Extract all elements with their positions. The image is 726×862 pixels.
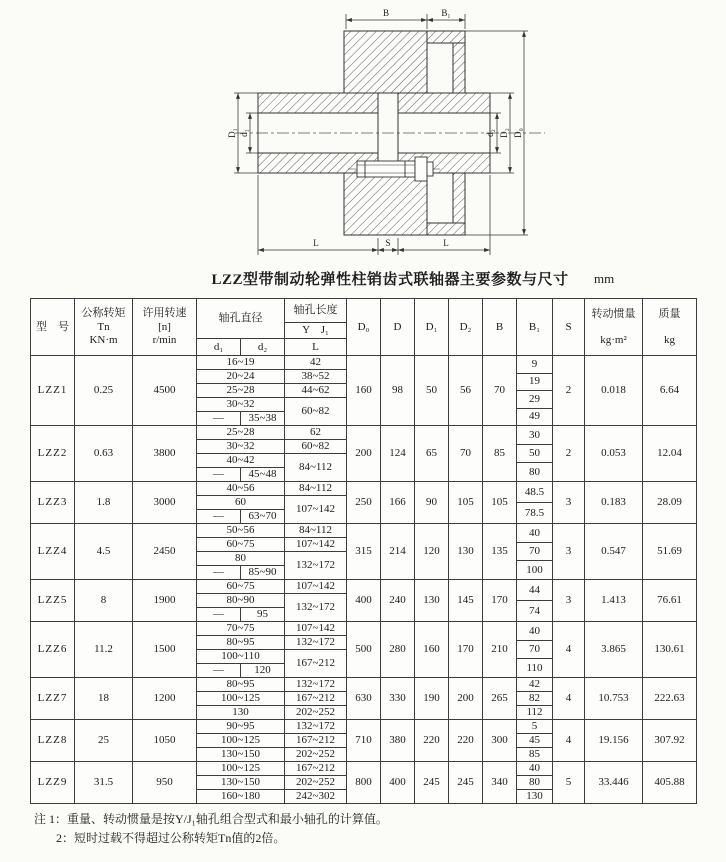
d2-value-cell: 70	[449, 426, 483, 482]
b1-value: 30	[517, 426, 552, 445]
dim-label-d2-small: d₂	[485, 129, 495, 137]
bore-range-cell: 50~56	[197, 524, 285, 538]
b-cell: 265	[483, 678, 517, 720]
bore-range-cell: 70~75	[197, 622, 285, 636]
b1-value: 80	[517, 776, 552, 790]
speed-cell: 3800	[133, 426, 197, 482]
bore-range-cell: 60~75	[197, 538, 285, 552]
col-header-torque	[75, 299, 133, 356]
b1-value: 5	[517, 720, 552, 734]
d2-value-cell: 220	[449, 720, 483, 762]
col-header-d1: d₁	[197, 339, 241, 356]
page-title: LZZ型带制动轮弹性柱销齿式联轴器主要参数与尺寸	[211, 272, 569, 288]
mass-header-l2: kg	[664, 333, 675, 346]
torque-cell: 4.5	[75, 524, 133, 580]
col-header-B: B	[483, 299, 517, 356]
col-header-D: D	[381, 299, 415, 356]
inertia-cell: 0.547	[585, 524, 643, 580]
length-cell: 132~172	[285, 552, 347, 580]
col-header-yj1: Y J₁	[285, 323, 347, 339]
b1-cell	[517, 524, 553, 580]
d2-value-cell: 130	[449, 524, 483, 580]
torque-header-l1: 公称转矩	[81, 307, 126, 320]
length-cell: 84~112	[285, 482, 347, 496]
torque-header-l2: Tn	[97, 320, 110, 333]
mass-cell: 12.04	[643, 426, 697, 482]
b-cell: 135	[483, 524, 517, 580]
d2-value-cell: 170	[449, 622, 483, 678]
speed-header-lines	[133, 307, 196, 347]
coupling-cross-section	[0, 0, 726, 264]
bore-range-cell: 80~90	[197, 594, 285, 608]
bore-d1-cell: —	[197, 468, 241, 482]
dim-label-d0: D₀	[513, 128, 523, 138]
bore-range-cell: 160~180	[197, 790, 285, 804]
inertia-cell: 3.865	[585, 622, 643, 678]
length-cell: 202~252	[285, 706, 347, 720]
inertia-cell: 0.018	[585, 356, 643, 426]
b1-value: 100	[526, 563, 543, 576]
dim-label-d2-cap: D₂	[499, 128, 509, 138]
b1-value: 50	[517, 445, 552, 464]
col-header-D0: D₀	[347, 299, 381, 356]
table-body	[31, 356, 697, 804]
mass-cell: 76.61	[643, 580, 697, 622]
table-row	[31, 678, 697, 692]
inertia-header-lines	[585, 301, 642, 353]
model-cell: LZZ3	[31, 482, 75, 524]
table-row	[31, 482, 697, 496]
b1-value: 74	[529, 604, 540, 617]
d2-value-cell: 200	[449, 678, 483, 720]
table-row	[31, 720, 697, 734]
model-cell: LZZ9	[31, 762, 75, 804]
length-cell: 202~252	[285, 748, 347, 762]
table-row	[31, 426, 697, 440]
model-cell: LZZ7	[31, 678, 75, 720]
bore-range-cell: 90~95	[197, 720, 285, 734]
bore-range-cell: 60~75	[197, 580, 285, 594]
d1-value-cell: 245	[415, 762, 449, 804]
d2-value-cell: 145	[449, 580, 483, 622]
speed-cell: 1200	[133, 678, 197, 720]
col-header-speed	[133, 299, 197, 356]
b1-cell	[517, 580, 553, 622]
length-cell: 62	[285, 426, 347, 440]
dim-label-l-right: L	[443, 238, 449, 248]
length-cell: 42	[285, 356, 347, 370]
b1-value: 42	[517, 678, 552, 692]
bore-d1-cell: —	[197, 510, 241, 524]
d1-value-cell: 90	[415, 482, 449, 524]
torque-cell: 8	[75, 580, 133, 622]
bore-range-cell: 25~28	[197, 384, 285, 398]
bore-range-cell: 40~56	[197, 482, 285, 496]
col-header-bore-length: 轴孔长度	[285, 299, 347, 323]
length-cell: 44~62	[285, 384, 347, 398]
bore-range-cell: 100~110	[197, 650, 285, 664]
dim-label-b1: B₁	[441, 8, 451, 18]
length-cell: 107~142	[285, 538, 347, 552]
bore-range-cell: 30~32	[197, 398, 285, 412]
dim-label-d1-small: d₁	[239, 129, 249, 137]
d1-value-cell: 220	[415, 720, 449, 762]
bore-range-cell: 130~150	[197, 776, 285, 790]
footnote-1: 注 1：重量、转动惯量是按Y/J₁轴孔组合型式和最小轴孔的计算值。	[34, 812, 388, 826]
mass-header-lines	[643, 301, 696, 353]
model-cell: LZZ6	[31, 622, 75, 678]
bore-range-cell: 30~32	[197, 440, 285, 454]
b-cell: 300	[483, 720, 517, 762]
length-cell: 202~252	[285, 776, 347, 790]
table-row	[31, 524, 697, 538]
bore-d1-cell: —	[197, 412, 241, 426]
bore-range-cell: 25~28	[197, 426, 285, 440]
dim-label-s: S	[385, 238, 391, 248]
d-cell: 124	[381, 426, 415, 482]
torque-header-lines	[75, 307, 132, 347]
mass-cell: 6.64	[643, 356, 697, 426]
d0-cell: 500	[347, 622, 381, 678]
b1-value: 49	[529, 410, 540, 423]
mass-cell: 130.61	[643, 622, 697, 678]
bore-d2-cell: 35~38	[241, 412, 285, 426]
length-cell: 60~82	[285, 398, 347, 426]
d-cell: 214	[381, 524, 415, 580]
col-header-B1: B₁	[517, 299, 553, 356]
d1-value-cell: 190	[415, 678, 449, 720]
d-cell: 330	[381, 678, 415, 720]
length-cell: 132~172	[285, 594, 347, 622]
torque-cell: 31.5	[75, 762, 133, 804]
speed-header-l3: r/min	[152, 334, 177, 347]
b1-stack	[517, 580, 552, 621]
model-cell: LZZ5	[31, 580, 75, 622]
dim-label-l-left: L	[313, 238, 319, 248]
mass-cell: 405.88	[643, 762, 697, 804]
model-cell: LZZ1	[31, 356, 75, 426]
b1-value: 29	[517, 391, 552, 409]
bore-range-cell: 60	[197, 496, 285, 510]
parameters-table	[30, 298, 697, 804]
elastic-pin	[348, 157, 440, 181]
inertia-cell: 10.753	[585, 678, 643, 720]
d0-cell: 315	[347, 524, 381, 580]
col-header-inertia	[585, 299, 643, 356]
length-cell: 60~82	[285, 440, 347, 454]
length-cell: 107~142	[285, 496, 347, 524]
col-header-mass	[643, 299, 697, 356]
b1-stack	[517, 678, 552, 719]
s-cell: 2	[553, 356, 585, 426]
bore-d2-cell: 85~90	[241, 566, 285, 580]
s-cell: 3	[553, 580, 585, 622]
d2-value-cell: 105	[449, 482, 483, 524]
b1-value: 44	[517, 580, 552, 601]
model-cell: LZZ4	[31, 524, 75, 580]
speed-cell: 2450	[133, 524, 197, 580]
b-cell: 85	[483, 426, 517, 482]
b1-value: 112	[526, 706, 543, 719]
b1-value: 9	[517, 356, 552, 374]
bore-range-cell: 80	[197, 552, 285, 566]
length-cell: 242~302	[285, 790, 347, 804]
bore-range-cell: 20~24	[197, 370, 285, 384]
unit-label: mm	[594, 271, 615, 286]
inertia-cell: 33.446	[585, 762, 643, 804]
b1-cell	[517, 356, 553, 426]
bore-range-cell: 130	[197, 706, 285, 720]
b-cell: 210	[483, 622, 517, 678]
b1-value: 110	[526, 661, 543, 674]
bore-d2-cell: 120	[241, 664, 285, 678]
d0-cell: 200	[347, 426, 381, 482]
torque-cell: 1.8	[75, 482, 133, 524]
title-row	[0, 268, 726, 294]
b1-value: 45	[517, 734, 552, 748]
d0-cell: 250	[347, 482, 381, 524]
dim-label-b: B	[382, 8, 390, 18]
technical-drawing	[0, 0, 726, 264]
s-cell: 2	[553, 426, 585, 482]
mass-cell: 28.09	[643, 482, 697, 524]
b-cell: 105	[483, 482, 517, 524]
mass-cell: 51.69	[643, 524, 697, 580]
d0-cell: 630	[347, 678, 381, 720]
table-row	[31, 762, 697, 776]
speed-cell: 4500	[133, 356, 197, 426]
inertia-header-l2: kg·m²	[600, 333, 627, 346]
d-cell: 380	[381, 720, 415, 762]
bore-range-cell: 16~19	[197, 356, 285, 370]
inertia-cell: 1.413	[585, 580, 643, 622]
bore-range-cell: 40~42	[197, 454, 285, 468]
model-cell: LZZ2	[31, 426, 75, 482]
d1-value-cell: 65	[415, 426, 449, 482]
model-cell: LZZ8	[31, 720, 75, 762]
torque-header-l3: KN·m	[89, 334, 118, 347]
s-cell: 3	[553, 482, 585, 524]
bore-d2-cell: 63~70	[241, 510, 285, 524]
bore-d1-cell: —	[197, 608, 241, 622]
b1-value: 70	[517, 641, 552, 660]
footnotes	[34, 810, 726, 847]
bore-range-cell: 100~125	[197, 762, 285, 776]
b1-stack	[517, 622, 552, 677]
d-cell: 166	[381, 482, 415, 524]
col-header-L: L	[285, 339, 347, 356]
d1-value-cell: 160	[415, 622, 449, 678]
b1-value: 48.5	[517, 482, 552, 503]
b1-cell	[517, 622, 553, 678]
b1-value: 40	[517, 524, 552, 543]
header-row-1	[31, 299, 697, 323]
mass-cell: 222.63	[643, 678, 697, 720]
length-cell: 107~142	[285, 580, 347, 594]
d1-value-cell: 50	[415, 356, 449, 426]
bore-range-cell: 100~125	[197, 734, 285, 748]
b-cell: 340	[483, 762, 517, 804]
b1-value: 70	[517, 543, 552, 562]
b1-stack	[517, 482, 552, 523]
d1-value-cell: 120	[415, 524, 449, 580]
bore-d2-cell: 45~48	[241, 468, 285, 482]
inertia-cell: 0.053	[585, 426, 643, 482]
speed-cell: 1500	[133, 622, 197, 678]
s-cell: 4	[553, 622, 585, 678]
col-header-bore-diameter: 轴孔直径	[197, 299, 285, 339]
speed-cell: 950	[133, 762, 197, 804]
col-header-D1: D₁	[415, 299, 449, 356]
bore-d1-cell: —	[197, 664, 241, 678]
b1-cell	[517, 426, 553, 482]
length-cell: 38~52	[285, 370, 347, 384]
col-header-D2: D₂	[449, 299, 483, 356]
d0-cell: 400	[347, 580, 381, 622]
b1-value: 19	[517, 374, 552, 392]
b1-value: 40	[517, 622, 552, 641]
d-cell: 400	[381, 762, 415, 804]
b1-value: 80	[529, 465, 540, 478]
bore-d1-cell: —	[197, 566, 241, 580]
length-cell: 132~172	[285, 720, 347, 734]
d-cell: 98	[381, 356, 415, 426]
col-header-model: 型 号	[31, 299, 75, 356]
bore-range-cell: 130~150	[197, 748, 285, 762]
b1-value: 85	[529, 748, 540, 761]
b1-stack	[517, 426, 552, 481]
length-cell: 167~212	[285, 762, 347, 776]
b1-stack	[517, 524, 552, 579]
b-cell: 170	[483, 580, 517, 622]
b1-cell	[517, 720, 553, 762]
bore-range-cell: 80~95	[197, 678, 285, 692]
mass-cell: 307.92	[643, 720, 697, 762]
length-cell: 167~212	[285, 692, 347, 706]
torque-cell: 11.2	[75, 622, 133, 678]
inertia-header-l1: 转动惯量	[591, 307, 636, 320]
d2-value-cell: 245	[449, 762, 483, 804]
torque-cell: 18	[75, 678, 133, 720]
table-row	[31, 580, 697, 594]
d-cell: 240	[381, 580, 415, 622]
b1-cell	[517, 762, 553, 804]
b1-stack	[517, 356, 552, 425]
d0-cell: 710	[347, 720, 381, 762]
s-cell: 4	[553, 678, 585, 720]
b1-value: 82	[517, 692, 552, 706]
table-row	[31, 356, 697, 370]
length-cell: 84~112	[285, 454, 347, 482]
length-cell: 107~142	[285, 622, 347, 636]
length-cell: 132~172	[285, 636, 347, 650]
b-cell: 70	[483, 356, 517, 426]
col-header-d2: d₂	[241, 339, 285, 356]
torque-cell: 0.63	[75, 426, 133, 482]
speed-cell: 1900	[133, 580, 197, 622]
speed-cell: 1050	[133, 720, 197, 762]
b1-value: 78.5	[524, 506, 545, 519]
col-header-S: S	[553, 299, 585, 356]
dim-label-d1-cap: D₁	[227, 128, 237, 138]
length-cell: 167~212	[285, 650, 347, 678]
speed-cell: 3000	[133, 482, 197, 524]
speed-header-l2: [n]	[158, 320, 171, 333]
bore-d2-cell: 95	[241, 608, 285, 622]
b1-cell	[517, 482, 553, 524]
torque-cell: 0.25	[75, 356, 133, 426]
d2-value-cell: 56	[449, 356, 483, 426]
s-cell: 5	[553, 762, 585, 804]
length-cell: 132~172	[285, 678, 347, 692]
mass-header-l1: 质量	[658, 307, 681, 320]
bore-range-cell: 80~95	[197, 636, 285, 650]
b1-value: 40	[517, 762, 552, 776]
footnote-2: 2：短时过载不得超过公称转矩Tn值的2倍。	[56, 830, 286, 845]
b1-value: 130	[526, 790, 543, 803]
torque-cell: 25	[75, 720, 133, 762]
s-cell: 3	[553, 524, 585, 580]
inertia-cell: 0.183	[585, 482, 643, 524]
inertia-cell: 19.156	[585, 720, 643, 762]
table-row	[31, 622, 697, 636]
d1-value-cell: 130	[415, 580, 449, 622]
s-cell: 4	[553, 720, 585, 762]
d0-cell: 160	[347, 356, 381, 426]
length-cell: 167~212	[285, 734, 347, 748]
d-cell: 280	[381, 622, 415, 678]
b1-stack	[517, 720, 552, 761]
d0-cell: 800	[347, 762, 381, 804]
bore-range-cell: 100~125	[197, 692, 285, 706]
speed-header-l1: 许用转速	[142, 307, 187, 320]
b1-cell	[517, 678, 553, 720]
b1-stack	[517, 762, 552, 803]
length-cell: 84~112	[285, 524, 347, 538]
